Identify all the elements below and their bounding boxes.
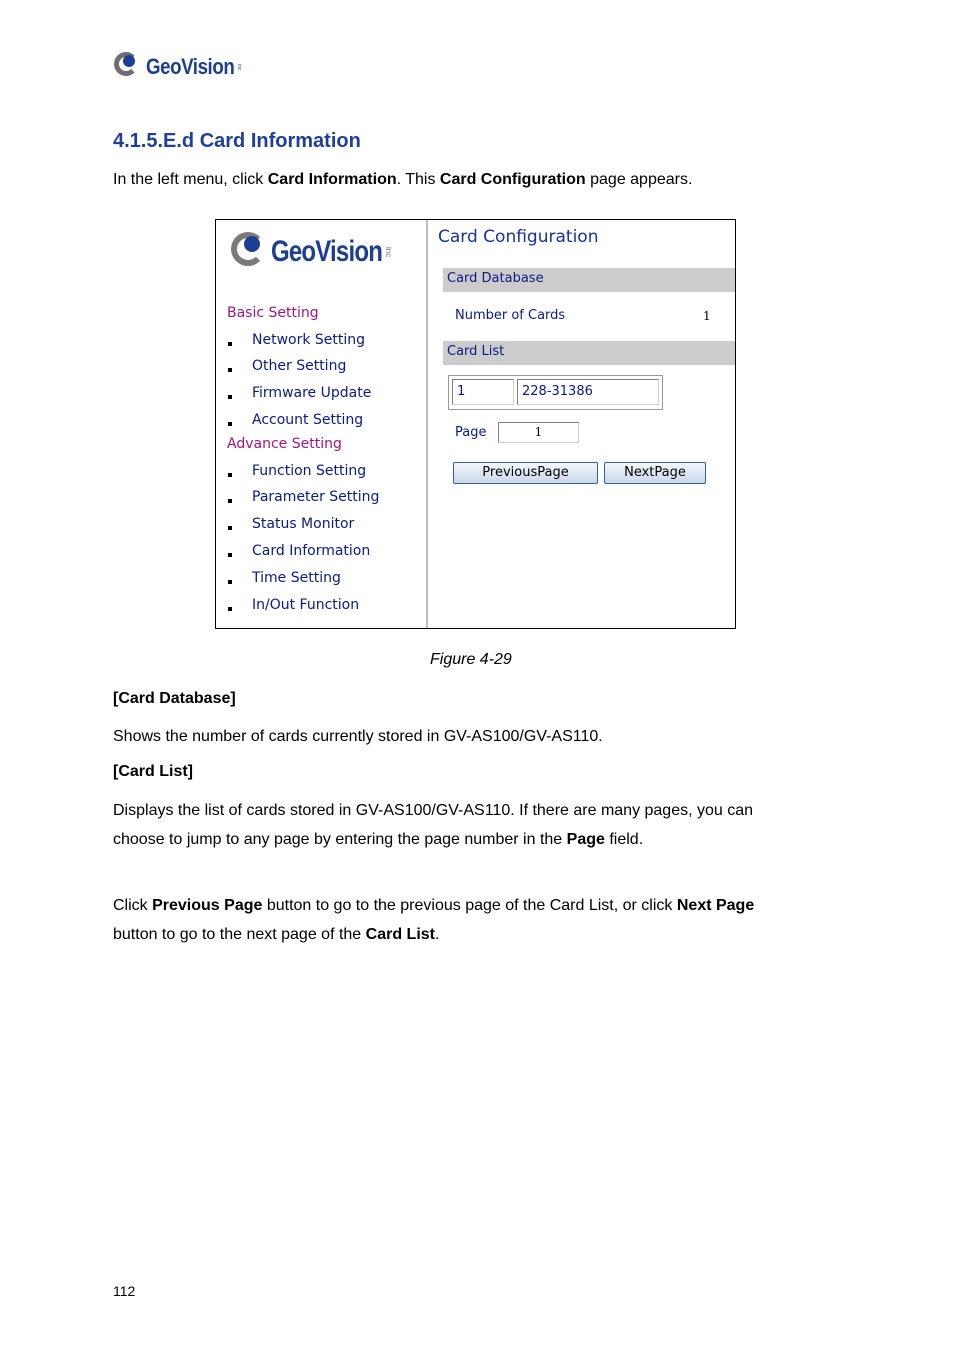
bullet-icon bbox=[228, 368, 232, 372]
card-number-field: 228-31386 bbox=[517, 379, 659, 405]
page-label: Page bbox=[455, 425, 487, 440]
bullet-icon bbox=[228, 526, 232, 530]
card-database-label: Card Database bbox=[447, 271, 544, 286]
section-title: 4.1.5.E.d Card Information bbox=[113, 130, 361, 152]
card-list-heading: [Card List] bbox=[113, 763, 193, 780]
figure-logo bbox=[231, 232, 393, 272]
bullet-icon bbox=[228, 473, 232, 477]
menu-item-card-information[interactable]: Card Information bbox=[228, 543, 370, 559]
card-configuration-figure bbox=[215, 219, 736, 629]
geovision-logo bbox=[114, 50, 242, 84]
previous-page-button[interactable]: PreviousPage bbox=[453, 462, 598, 484]
figure-logo-inc: inc bbox=[383, 246, 393, 258]
page-input[interactable]: 1 bbox=[498, 422, 579, 443]
geovision-logo-icon bbox=[114, 52, 144, 82]
card-list-paragraph: Displays the list of cards stored in GV-AS100/GV-AS110. If there are many pages, you can choose to jump to any page by entering the page number in the Page field. bbox=[113, 802, 754, 848]
number-of-cards-value: 1 bbox=[703, 309, 711, 323]
next-page-button[interactable]: NextPage bbox=[604, 462, 706, 484]
bullet-icon bbox=[228, 395, 232, 399]
intro-paragraph: In the left menu, click Card Information. This Card Configuration page appears. bbox=[113, 171, 693, 188]
page-title: Card Configuration bbox=[438, 227, 599, 247]
card-index-field: 1 bbox=[452, 379, 514, 405]
bullet-icon bbox=[228, 342, 232, 346]
menu-heading-advance[interactable]: Advance Setting bbox=[227, 436, 342, 452]
number-of-cards-label: Number of Cards bbox=[455, 308, 566, 323]
logo-text: GeoVision bbox=[146, 54, 235, 79]
menu-item-account-setting[interactable]: Account Setting bbox=[228, 412, 363, 428]
bullet-icon bbox=[228, 607, 232, 611]
figure-caption: Figure 4-29 bbox=[430, 651, 512, 668]
menu-item-function-setting[interactable]: Function Setting bbox=[228, 463, 366, 479]
bullet-icon bbox=[228, 553, 232, 557]
menu-heading-basic[interactable]: Basic Setting bbox=[227, 305, 319, 321]
bullet-icon bbox=[228, 422, 232, 426]
card-list-table bbox=[448, 375, 663, 410]
card-list-label: Card List bbox=[447, 344, 505, 359]
left-menu bbox=[216, 220, 428, 628]
menu-item-time-setting[interactable]: Time Setting bbox=[228, 570, 341, 586]
menu-item-network-setting[interactable]: Network Setting bbox=[228, 332, 365, 348]
bullet-icon bbox=[228, 580, 232, 584]
card-database-bar bbox=[443, 268, 735, 292]
card-configuration-panel bbox=[428, 220, 735, 628]
geovision-logo-icon bbox=[231, 232, 271, 272]
card-database-heading: [Card Database] bbox=[113, 690, 236, 707]
logo-inc: inc bbox=[235, 63, 242, 71]
page-number: 112 bbox=[113, 1283, 136, 1299]
menu-item-inout-function[interactable]: In/Out Function bbox=[228, 597, 359, 613]
menu-item-other-setting[interactable]: Other Setting bbox=[228, 358, 346, 374]
buttons-paragraph: Click Previous Page button to go to the previous page of the Card List, or click Next Page button to go to the next page of the Card List. bbox=[113, 897, 755, 943]
menu-item-parameter-setting[interactable]: Parameter Setting bbox=[228, 489, 379, 505]
card-database-paragraph: Shows the number of cards currently stored in GV-AS100/GV-AS110. bbox=[113, 728, 603, 745]
bullet-icon bbox=[228, 499, 232, 503]
menu-item-firmware-update[interactable]: Firmware Update bbox=[228, 385, 371, 401]
card-list-bar bbox=[443, 341, 735, 365]
figure-logo-text: GeoVision bbox=[271, 235, 383, 268]
menu-item-status-monitor[interactable]: Status Monitor bbox=[228, 516, 354, 532]
